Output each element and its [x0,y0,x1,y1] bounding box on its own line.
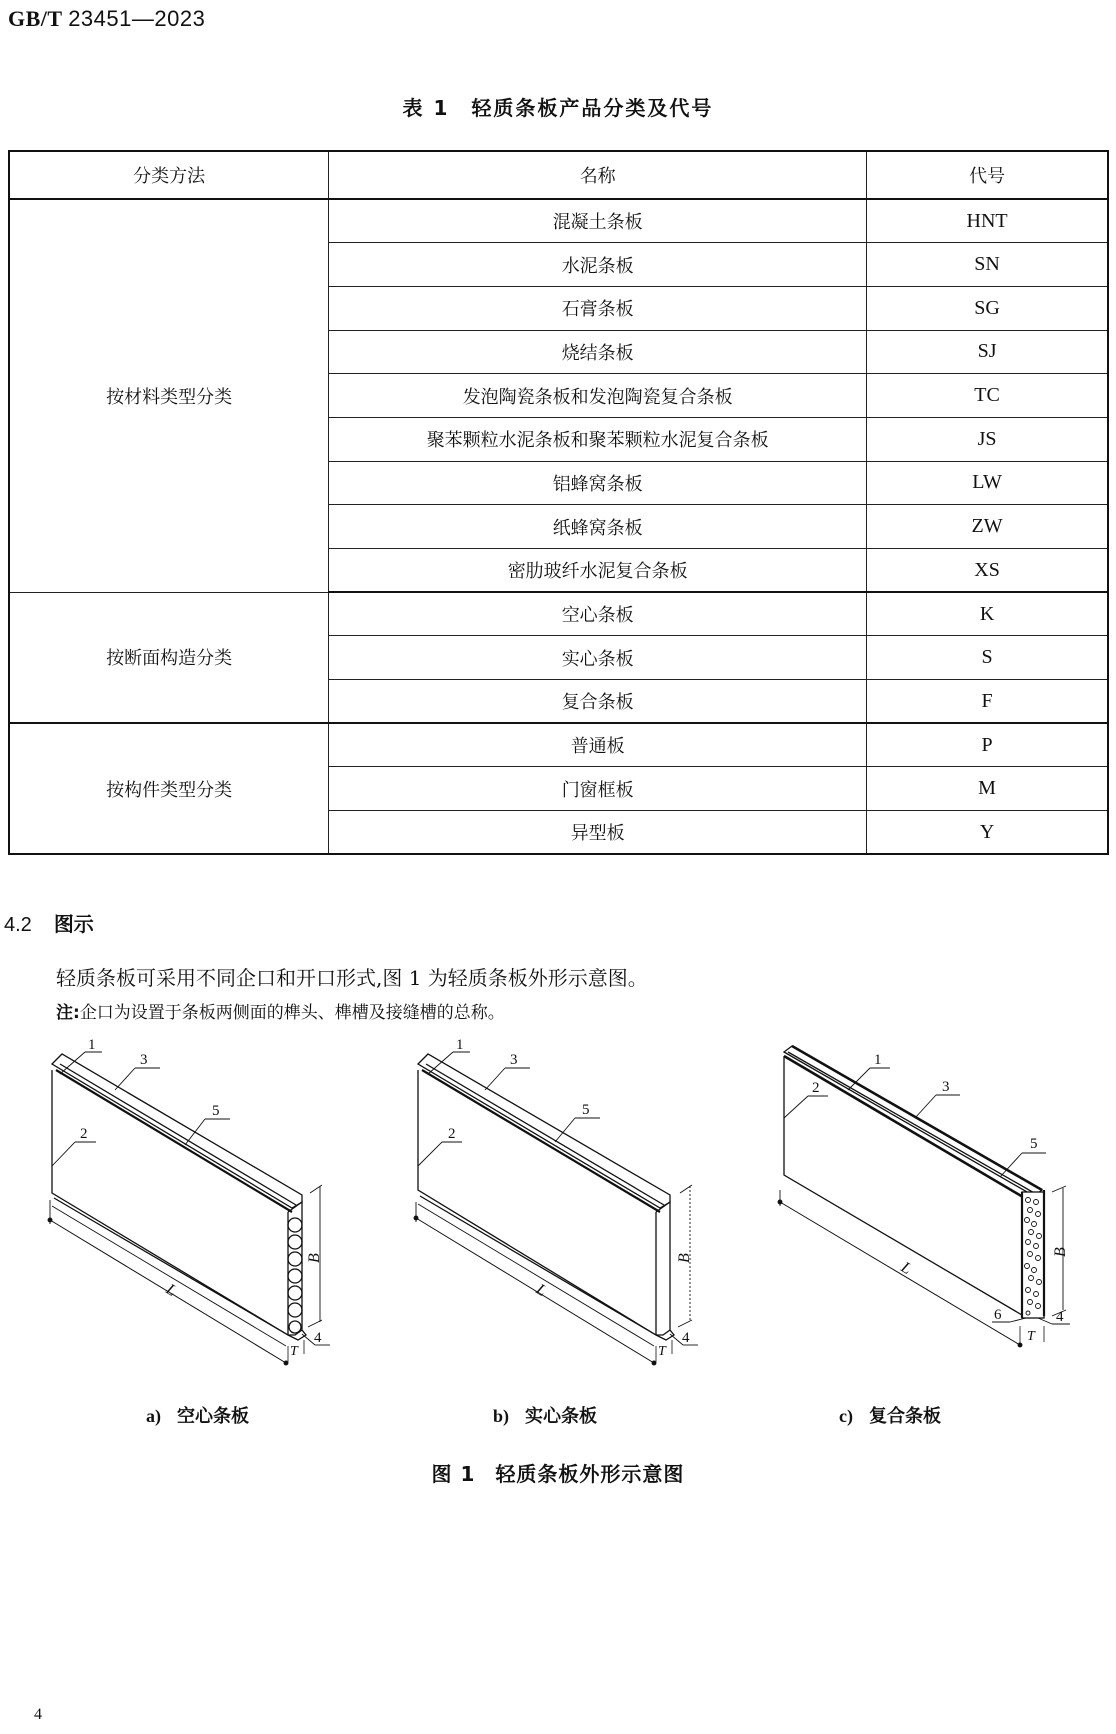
svg-text:3: 3 [510,1052,518,1068]
figure-title-text: 轻质条板外形示意图 [495,1462,685,1486]
name-cell: 纸蜂窝条板 [329,505,867,549]
svg-text:B: B [306,1253,323,1263]
name-cell: 密肋玻纤水泥复合条板 [329,549,867,593]
subfigure-label-b: b) [493,1406,510,1426]
subfigure-label-a: a) [146,1406,161,1426]
table-title-text: 轻质条板产品分类及代号 [471,96,714,120]
name-cell: 实心条板 [329,636,867,680]
name-cell: 混凝土条板 [329,199,867,243]
page-number: 4 [34,1706,42,1723]
svg-text:T: T [658,1344,666,1359]
col-header-code: 代号 [867,151,1108,199]
subfigure-caption-b [493,1402,597,1428]
standard-number: 23451—2023 [68,6,206,31]
name-cell: 发泡陶瓷条板和发泡陶瓷复合条板 [329,374,867,418]
svg-text:2: 2 [80,1126,88,1142]
svg-text:T: T [290,1344,298,1359]
name-cell: 复合条板 [329,680,867,724]
code-cell: F [867,680,1108,724]
code-cell: Y [867,811,1108,855]
name-cell: 聚苯颗粒水泥条板和聚苯颗粒水泥复合条板 [329,417,867,461]
section-note [56,998,505,1023]
subfigure-text-b: 实心条板 [525,1406,598,1427]
code-cell: TC [867,374,1108,418]
code-cell: ZW [867,505,1108,549]
svg-text:L: L [162,1280,180,1301]
svg-text:1: 1 [456,1037,464,1053]
subfigure-text-a: 空心条板 [177,1406,249,1427]
section-number: 4.2 [4,914,32,936]
standard-prefix: GB/T [8,6,63,31]
svg-text:4: 4 [314,1330,322,1346]
code-cell: S [867,636,1108,680]
name-cell: 石膏条板 [329,286,867,330]
classification-table [8,150,1109,855]
method-cell: 按材料类型分类 [9,199,329,592]
svg-text:L: L [897,1258,915,1279]
code-cell: JS [867,417,1108,461]
name-cell: 水泥条板 [329,243,867,287]
name-cell: 烧结条板 [329,330,867,374]
figure-solid-panel [400,1030,740,1370]
svg-text:5: 5 [582,1102,590,1118]
svg-text:5: 5 [1030,1136,1038,1152]
svg-text:2: 2 [448,1126,456,1142]
col-header-method: 分类方法 [9,151,329,199]
subfigure-text-c: 复合条板 [868,1406,941,1427]
code-cell: SN [867,243,1108,287]
code-cell: P [867,723,1108,767]
subfigure-caption-a [146,1402,249,1428]
table-row [9,592,1108,636]
table-header-row [9,151,1108,199]
figure-composite-panel [770,1030,1110,1380]
method-cell: 按断面构造分类 [9,592,329,723]
svg-text:4: 4 [1056,1309,1064,1325]
svg-text:3: 3 [942,1079,950,1095]
svg-text:1: 1 [874,1052,882,1068]
code-cell: M [867,767,1108,811]
figure-label: 图 1 [431,1462,476,1486]
table-title [0,92,1116,121]
svg-text:L: L [532,1280,550,1301]
name-cell: 门窗框板 [329,767,867,811]
svg-text:5: 5 [212,1103,220,1119]
note-text: 企口为设置于条板两侧面的榫头、榫槽及接缝槽的总称。 [79,1003,505,1023]
standard-code [8,6,205,32]
table-label: 表 1 [402,96,450,120]
name-cell: 普通板 [329,723,867,767]
code-cell: K [867,592,1108,636]
code-cell: LW [867,461,1108,505]
col-header-name: 名称 [329,151,867,199]
svg-text:B: B [1052,1247,1069,1257]
svg-text:B: B [676,1253,693,1263]
figure-title [0,1458,1116,1487]
subfigure-caption-c [839,1402,941,1428]
svg-text:4: 4 [682,1330,690,1346]
figure-hollow-panel [30,1030,370,1370]
method-cell: 按构件类型分类 [9,723,329,854]
svg-text:6: 6 [994,1307,1002,1323]
code-cell: SG [867,286,1108,330]
name-cell: 铝蜂窝条板 [329,461,867,505]
svg-text:T: T [1027,1329,1035,1344]
name-cell: 异型板 [329,811,867,855]
code-cell: XS [867,549,1108,593]
name-cell: 空心条板 [329,592,867,636]
svg-text:2: 2 [812,1080,820,1096]
code-cell: SJ [867,330,1108,374]
subfigure-label-c: c) [839,1406,853,1426]
hollow-core-holes [288,1218,302,1333]
svg-text:3: 3 [140,1052,148,1068]
code-cell: HNT [867,199,1108,243]
table-row [9,723,1108,767]
section-heading [4,908,94,937]
note-label: 注: [56,1003,80,1023]
section-title: 图示 [53,912,94,936]
table-row [9,199,1108,243]
section-paragraph: 轻质条板可采用不同企口和开口形式,图 1 为轻质条板外形示意图。 [56,966,648,990]
svg-text:1: 1 [88,1037,96,1053]
